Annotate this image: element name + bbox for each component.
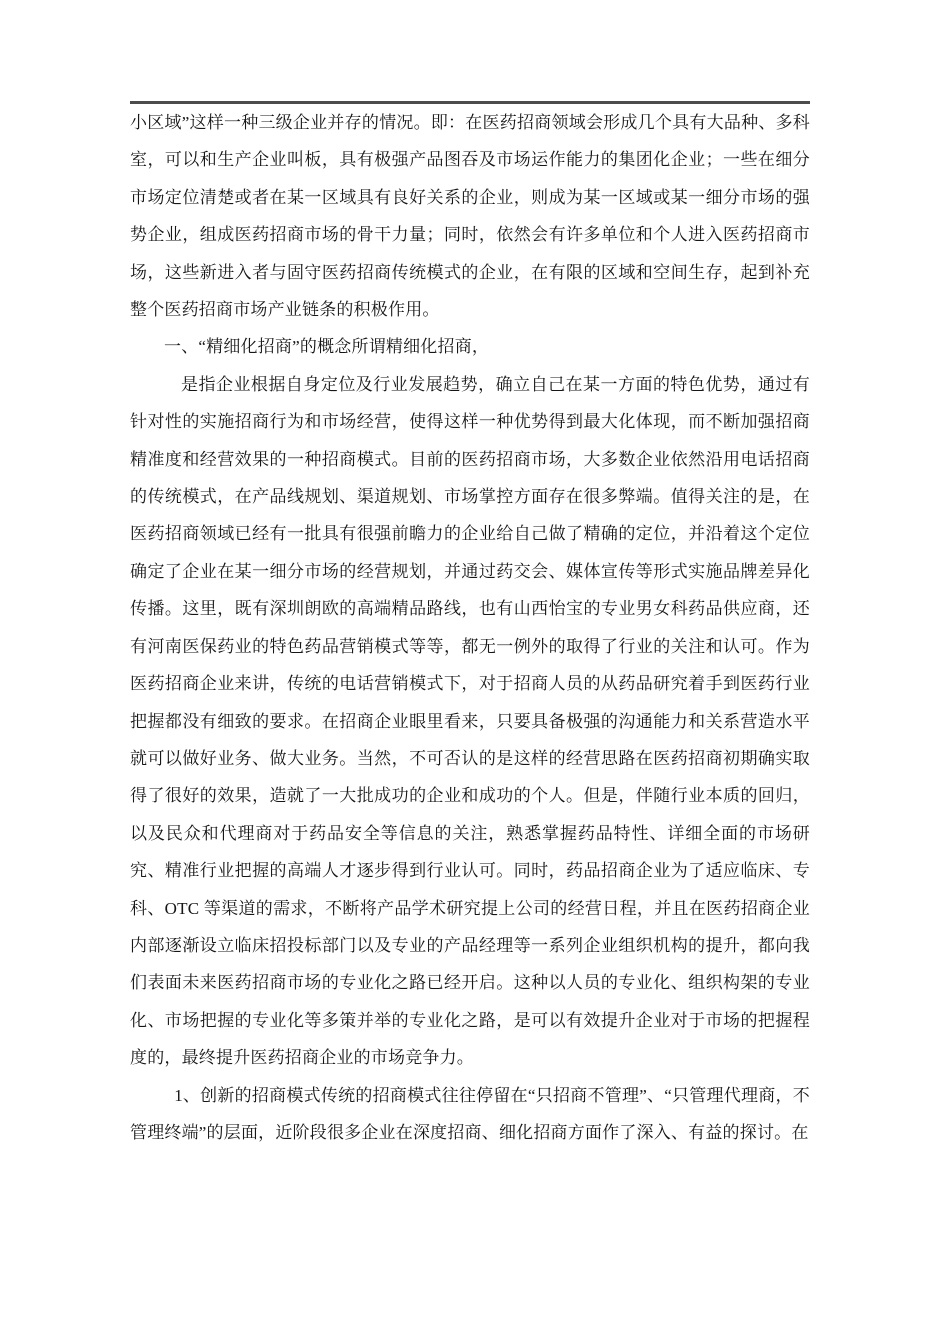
paragraph: 小区域”这样一种三级企业并存的情况。即：在医药招商领域会形成几个具有大品种、多科室，可以和生产企业叫板，具有极强产品图吞及市场运作能力的集团化企业；一些在细分市场定位清楚或者在某一区域具有良好关系的企业，则成为某一区域或某一细分市场的强势企业，组成医药招商市场的骨干力量；同时，依然会有许多单位和个人进入医药招商市场，这些新进入者与固守医药招商传统模式的企业，在有限的区域和空间生存，起到补充整个医药招商市场产业链条的积极作用。 bbox=[130, 113, 810, 320]
section-heading: 一、“精细化招商”的概念所谓精细化招商， bbox=[164, 337, 490, 357]
paragraph: 1、创新的招商模式传统的招商模式往往停留在“只招商不管理”、“只管理代理商，不管理终端”的层面，近阶段很多企业在深度招商、细化招商方面作了深入、有益的探讨。在 bbox=[130, 1085, 810, 1142]
document-content bbox=[130, 104, 810, 1151]
paragraph: 是指企业根据自身定位及行业发展趋势，确立自己在某一方面的特色优势，通过有针对性的实施招商行为和市场经营，使得这样一种优势得到最大化体现，而不断加强招商精准度和经营效果的一种招商模式。目前的医药招商市场，大多数企业依然沿用电话招商的传统模式，在产品线规划、渠道规划、市场掌控方面存在很多弊端。值得关注的是，在医药招商领域已经有一批具有很强前瞻力的企业给自己做了精确的定位，并沿着这个定位确定了企业在某一细分市场的经营规划，并通过药交会、媒体宣传等形式实施品牌差异化传播。这里，既有深圳朗欧的高端精品路线，也有山西怡宝的专业男女科药品供应商，还有河南医保药业的特色药品营销模式等等，都无一例外的取得了行业的关注和认可。作为医药招商企业来讲，传统的电话营销模式下，对于招商人员的从药品研究着手到医药行业把握都没有细致的要求。在招商企业眼里看来，只要具备极强的沟通能力和关系营造水平就可以做好业务、做大业务。当然，不可否认的是这样的经营思路在医药招商初期确实取得了很好的效果，造就了一大批成功的企业和成功的个人。但是，伴随行业本质的回归，以及民众和代理商对于药品安全等信息的关注，熟悉掌握药品特性、详细全面的市场研究、精准行业把握的高端人才逐步得到行业认可。同时，药品招商企业为了适应临床、专科、OTC 等渠道的需求，不断将产品学术研究提上公司的经营日程，并且在医药招商企业内部逐渐设立临床招投标部门以及专业的产品经理等一系列企业组织机构的提升，都向我们表面未来医药招商市场的专业化之路已经开启。这种以人员的专业化、组织构架的专业化、市场把握的专业化等多策并举的专业化之路，是可以有效提升企业对于市场的把握程度的，最终提升医药招商企业的市场竞争力。 bbox=[130, 374, 810, 1068]
